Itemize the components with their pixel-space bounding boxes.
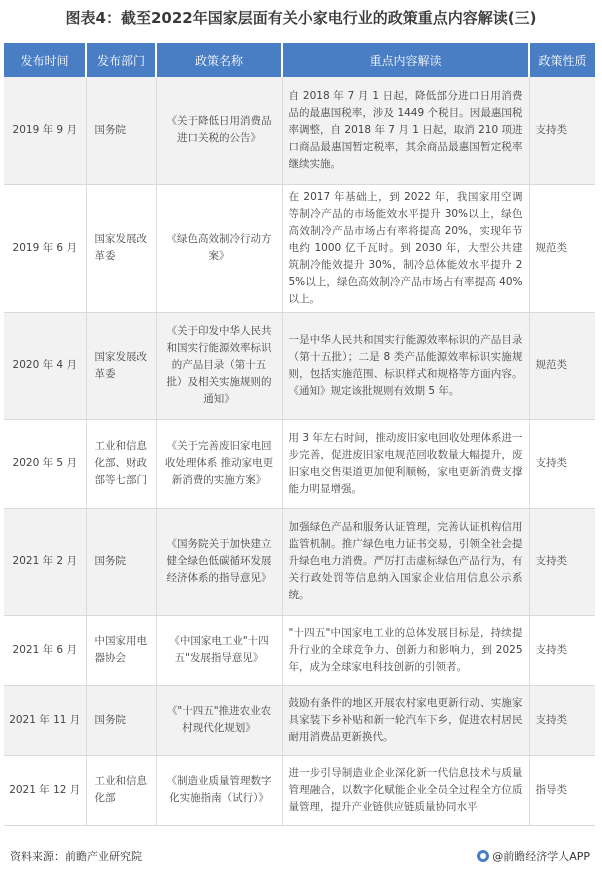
cell-time: 2021 年 6 月 xyxy=(4,615,86,685)
cell-policy-name: 《绿色高效制冷行动方案》 xyxy=(156,184,282,312)
cell-nature: 支持类 xyxy=(529,615,595,685)
cell-content: 用 3 年左右时间，推动废旧家电回收处理体系进一步完善，促进废旧家电规范回收数量大幅提升，废旧家电交售渠道更加便利顺畅，家电更新消费支撑能力明显增强。 xyxy=(282,419,529,508)
cell-department: 国务院 xyxy=(86,508,156,615)
qianzhan-logo-icon xyxy=(477,850,489,862)
cell-nature: 支持类 xyxy=(529,685,595,755)
cell-policy-name: 《关于完善废旧家电回收处理体系 推动家电更新消费的实施方案》 xyxy=(156,419,282,508)
cell-content: 一是中华人民共和国实行能源效率标识的产品目录（第十五批）；二是 8 类产品能源效率标识实施规则，包括实施范围、标识样式和规格等方面内容。《通知》规定该批规则有效期 5 年。 xyxy=(282,312,529,419)
cell-time: 2020 年 4 月 xyxy=(4,312,86,419)
cell-content: 进一步引导制造业企业深化新一代信息技术与质量管理融合，以数字化赋能企业全员全过程全方位质量管理，提升产业链供应链质量协同水平 xyxy=(282,755,529,825)
cell-department: 国务院 xyxy=(86,685,156,755)
cell-department: 国家发展改革委 xyxy=(86,184,156,312)
cell-nature: 支持类 xyxy=(529,419,595,508)
cell-time: 2021 年 2 月 xyxy=(4,508,86,615)
header-policy-name: 政策名称 xyxy=(156,43,282,77)
cell-policy-name: 《制造业质量管理数字化实施指南（试行）》 xyxy=(156,755,282,825)
cell-time: 2019 年 9 月 xyxy=(4,77,86,184)
cell-department: 工业和信息化部、财政部等七部门 xyxy=(86,419,156,508)
cell-nature: 支持类 xyxy=(529,77,595,184)
table-row xyxy=(4,184,595,312)
table-header-row xyxy=(4,43,595,77)
cell-nature: 规范类 xyxy=(529,312,595,419)
cell-nature: 规范类 xyxy=(529,184,595,312)
cell-time: 2021 年 12 月 xyxy=(4,755,86,825)
cell-policy-name: 《中国家电工业"十四五"发展指导意见》 xyxy=(156,615,282,685)
cell-department: 国家发展改革委 xyxy=(86,312,156,419)
header-release-time: 发布时间 xyxy=(4,43,86,77)
table-row xyxy=(4,419,595,508)
header-key-content: 重点内容解读 xyxy=(282,43,529,77)
policy-table xyxy=(4,43,595,826)
table-row xyxy=(4,615,595,685)
table-row xyxy=(4,755,595,825)
cell-policy-name: 《国务院关于加快建立健全绿色低碳循环发展经济体系的指导意见》 xyxy=(156,508,282,615)
cell-time: 2021 年 11 月 xyxy=(4,685,86,755)
cell-content: 鼓励有条件的地区开展农村家电更新行动、实施家具家装下乡补贴和新一轮汽车下乡，促进农村居民耐用消费品更新换代。 xyxy=(282,685,529,755)
cell-department: 国务院 xyxy=(86,77,156,184)
cell-nature: 支持类 xyxy=(529,508,595,615)
cell-nature: 指导类 xyxy=(529,755,595,825)
cell-policy-name: 《关于降低日用消费品进口关税的公告》 xyxy=(156,77,282,184)
brand-label: @前瞻经济学人APP xyxy=(492,850,590,863)
cell-department: 工业和信息化部 xyxy=(86,755,156,825)
source-note: 资料来源：前瞻产业研究院 xyxy=(10,850,142,863)
table-row xyxy=(4,685,595,755)
cell-policy-name: 《关于印发中华人民共和国实行能源效率标识的产品目录（第十五批）及相关实施规则的通知》 xyxy=(156,312,282,419)
cell-time: 2019 年 6 月 xyxy=(4,184,86,312)
cell-department: 中国家用电器协会 xyxy=(86,615,156,685)
brand-credit xyxy=(477,848,590,864)
cell-content: "十四五"中国家电工业的总体发展目标是，持续提升行业的全球竞争力、创新力和影响力，到 2025 年，成为全球家电科技创新的引领者。 xyxy=(282,615,529,685)
cell-content: 在 2017 年基础上，到 2022 年，我国家用空调等制冷产品的市场能效水平提升 30%以上，绿色高效制冷产品市场占有率将提高 20%，实现年节电约 1000 亿千瓦时。到 2030 年，大型公共建筑制冷能效提升 30%，制冷总体能效水平提升 25%以上，绿色高效制冷产品市场占有率提高 40%以上。 xyxy=(282,184,529,312)
cell-policy-name: 《"十四五"推进农业农村现代化规划》 xyxy=(156,685,282,755)
table-row xyxy=(4,77,595,184)
header-department: 发布部门 xyxy=(86,43,156,77)
figure-title: 图表4：截至2022年国家层面有关小家电行业的政策重点内容解读(三) xyxy=(65,9,537,27)
cell-time: 2020 年 5 月 xyxy=(4,419,86,508)
table-row xyxy=(4,312,595,419)
cell-content: 加强绿色产品和服务认证管理，完善认证机构信用监管机制。推广绿色电力证书交易，引领全社会提升绿色电力消费。严厉打击虚标绿色产品行为，有关行政处罚等信息纳入国家企业信用信息公示系统。 xyxy=(282,508,529,615)
cell-content: 自 2018 年 7 月 1 日起，降低部分进口日用消费品的最惠国税率，涉及 1449 个税目。因最惠国税率调整，自 2018 年 7 月 1 日起，取消 210 项进口商品最惠国暂定税率，其余商品最惠国暂定税率继续实施。 xyxy=(282,77,529,184)
header-policy-nature: 政策性质 xyxy=(529,43,595,77)
table-row xyxy=(4,508,595,615)
